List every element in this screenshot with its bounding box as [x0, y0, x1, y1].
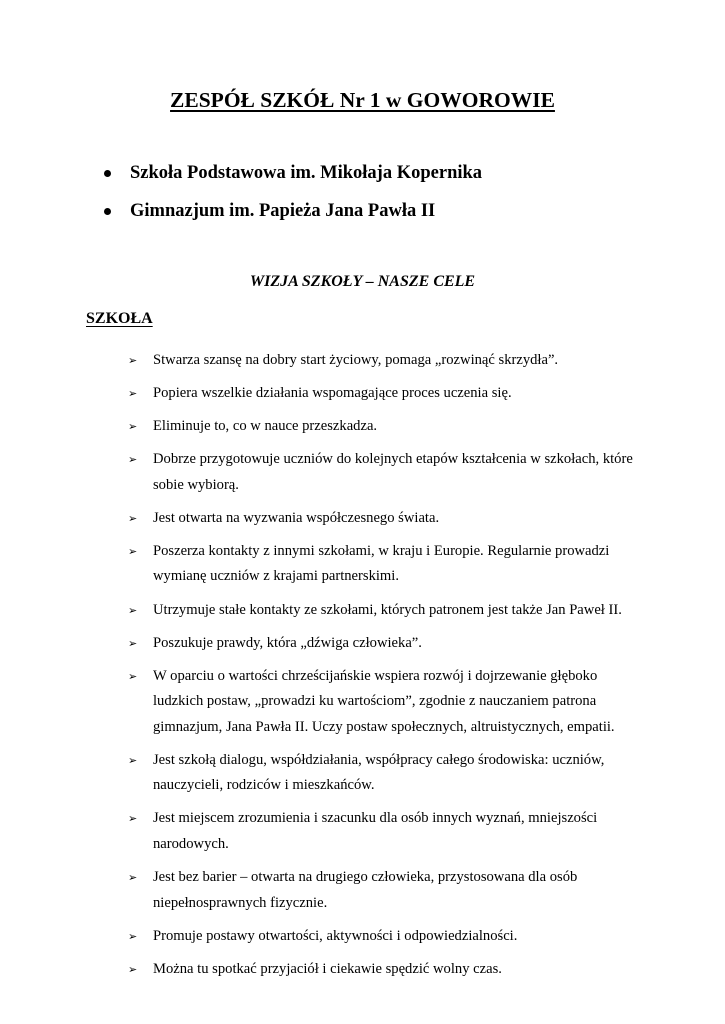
school-item	[104, 192, 482, 230]
arrow-bullet-icon: ➢	[128, 962, 138, 976]
arrow-bullet-icon: ➢	[128, 453, 138, 467]
arrow-bullet-icon: ➢	[128, 544, 138, 558]
goal-text: Stwarza szansę na dobry start życiowy, pomaga „rozwinąć skrzydła”.	[153, 352, 559, 368]
arrow-bullet-icon: ➢	[128, 669, 138, 683]
arrow-bullet-icon: ➢	[128, 753, 138, 767]
goal-item	[128, 957, 648, 983]
section-heading: SZKOŁA	[86, 310, 153, 327]
goal-text: Poszerza kontakty z innymi szkołami, w kraju i Europie. Regularnie prowadzi wymianę uczniów z krajami partnerskimi.	[153, 542, 610, 585]
document-title: ZESPÓŁ SZKÓŁ Nr 1 w GOWOROWIE	[170, 88, 555, 112]
goal-text: Można tu spotkać przyjaciół i ciekawie spędzić wolny czas.	[153, 960, 502, 977]
goal-item	[128, 506, 648, 532]
vision-subtitle: WIZJA SZKOŁY – NASZE CELE	[249, 273, 476, 290]
goal-item	[128, 865, 648, 916]
goal-item	[128, 447, 648, 498]
arrow-bullet-icon: ➢	[128, 871, 138, 885]
school-name: Gimnazjum im. Papieża Jana Pawła II	[130, 201, 436, 221]
goal-item	[128, 348, 648, 374]
arrow-bullet-icon: ➢	[128, 420, 138, 434]
goal-text: W oparciu o wartości chrześcijańskie wspiera rozwój i dojrzewanie głęboko ludzkich postaw, „prowadzi ku wartościom”, zgodnie z nauczaniem patrona gimnazjum, Jana Pawła II. Uczy postaw społecznych, altruistycznych, empatii.	[153, 667, 615, 735]
goal-text: Promuje postawy otwartości, aktywności i odpowiedzialności.	[153, 927, 518, 944]
goal-item	[128, 598, 648, 624]
arrow-bullet-icon: ➢	[128, 929, 138, 943]
goal-text: Popiera wszelkie działania wspomagające proces uczenia się.	[153, 385, 512, 402]
goal-text: Dobrze przygotowuje uczniów do kolejnych etapów kształcenia w szkołach, które sobie wybiorą.	[153, 451, 633, 493]
arrow-bullet-icon: ➢	[128, 354, 138, 367]
goal-text: Jest bez barier – otwarta na drugiego człowieka, przystosowana dla osób niepełnosprawnych fizycznie.	[153, 869, 578, 911]
school-name: Szkoła Podstawowa im. Mikołaja Kopernika	[130, 163, 483, 183]
arrow-bullet-icon: ➢	[128, 636, 138, 650]
goal-item	[128, 414, 648, 440]
arrow-bullet-icon: ➢	[128, 511, 138, 525]
goal-text: Eliminuje to, co w nauce przeszkadza.	[153, 418, 378, 435]
goal-text: Utrzymuje stałe kontakty ze szkołami, których patronem jest także Jan Paweł II.	[153, 601, 622, 618]
goal-text: Jest miejscem zrozumienia i szacunku dla osób innych wyznań, mniejszości narodowych.	[153, 810, 598, 852]
goal-text: Jest otwarta na wyzwania współczesnego świata.	[153, 509, 440, 526]
goal-text: Jest szkołą dialogu, współdziałania, współpracy całego środowiska: uczniów, nauczycieli, rodziców i mieszkańców.	[153, 751, 605, 794]
goal-item	[128, 631, 648, 657]
arrow-bullet-icon: ➢	[128, 812, 138, 826]
arrow-bullet-icon: ➢	[128, 387, 138, 401]
bullet-icon	[104, 208, 111, 215]
school-item	[104, 154, 482, 192]
school-list	[104, 154, 482, 230]
goal-item	[128, 806, 648, 857]
goal-item	[128, 924, 648, 950]
goal-item	[128, 664, 648, 741]
goal-item	[128, 539, 648, 590]
goals-list	[128, 348, 648, 990]
goal-item	[128, 748, 648, 799]
arrow-bullet-icon: ➢	[128, 603, 138, 617]
goal-item	[128, 381, 648, 407]
goal-text: Poszukuje prawdy, która „dźwiga człowieka”.	[153, 634, 422, 651]
bullet-icon	[104, 170, 111, 177]
